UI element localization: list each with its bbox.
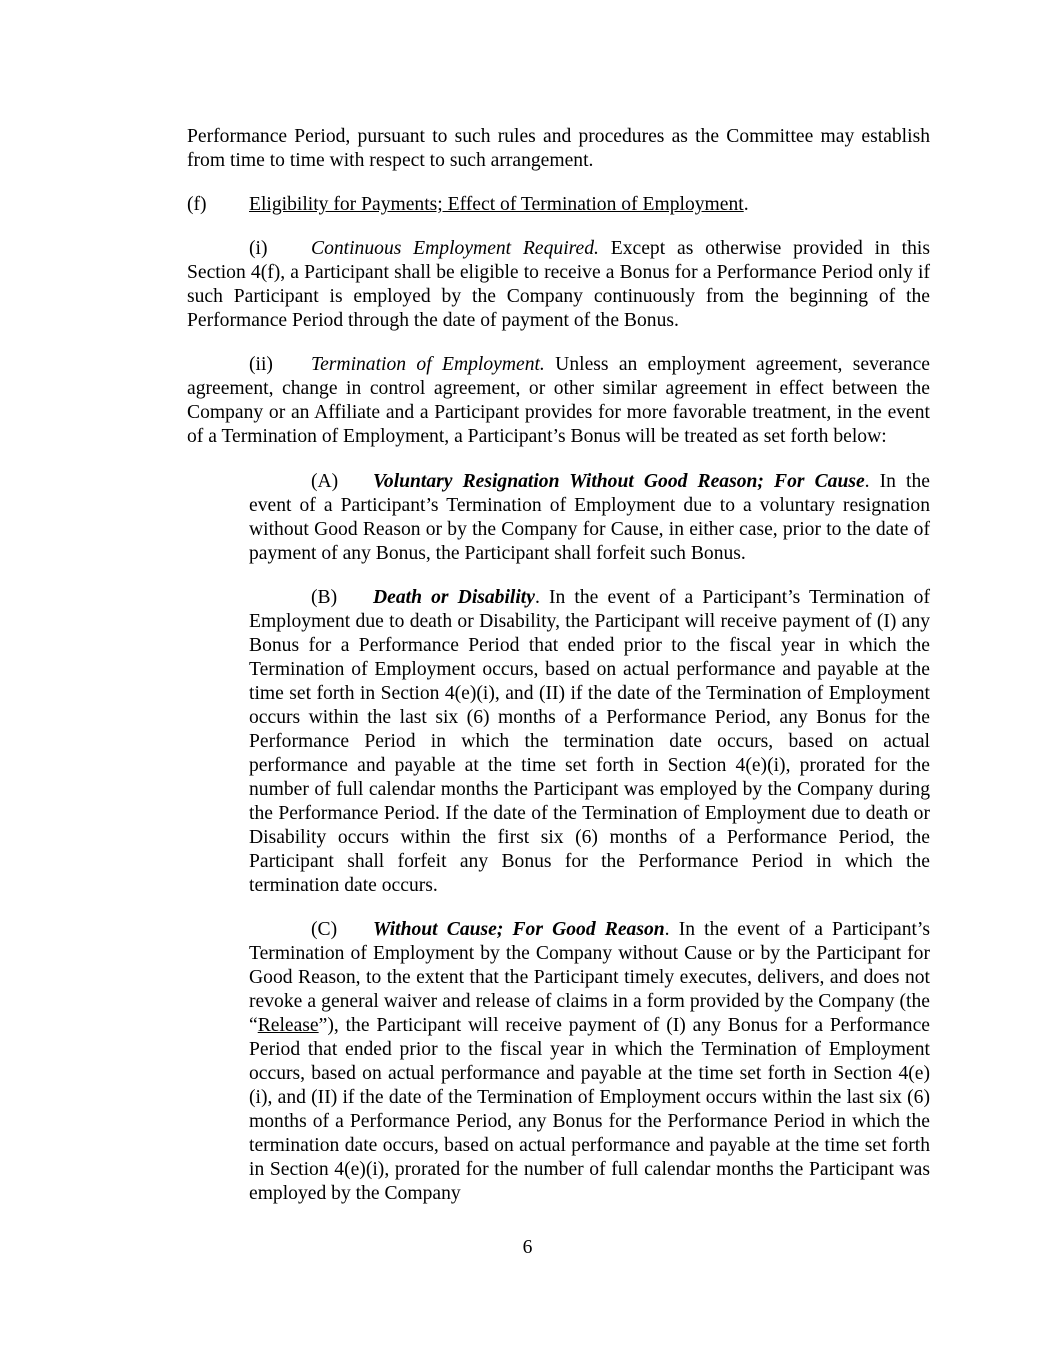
item-ii-number: (ii) xyxy=(249,354,273,375)
item-b-paragraph xyxy=(249,586,930,898)
section-f-title-end: . xyxy=(743,194,749,215)
item-ii-title: Termination of Employment. xyxy=(311,354,545,375)
item-a-title: Voluntary Resignation Without Good Reason; For Cause xyxy=(373,471,865,492)
item-ii-body: Unless an employment agreement, severance agreement, change in control agreement, or other similar agreement in effect between the Company or an Affiliate and a Participant provides for more favorable treatment, in the event of a Termination of Employment, a Participant’s Bonus will be treated as set forth below: xyxy=(187,354,930,447)
item-c-title: Without Cause; For Good Reason xyxy=(373,919,665,940)
item-b-body: . In the event of a Participant’s Termination of Employment due to death or Disability, the Participant will receive payment of (I) any Bonus for a Performance Period that ended prior to the fiscal year in which the Termination of Employment occurs, based on actual performance and payable at the time set forth in Section 4(e)(i), and (II) if the date of the Termination of Employment occurs within the last six (6) months of a Performance Period, any Bonus for the Performance Period in which the termination date occurs, based on actual performance and payable at the time set forth in Section 4(e)(i), prorated for the number of full calendar months the Participant was employed by the Company during the Performance Period. If the date of the Termination of Employment due to death or Disability occurs within the first six (6) months of a Performance Period, the Participant shall forfeit any Bonus for the Performance Period in which the termination date occurs. xyxy=(249,587,930,896)
item-i-number: (i) xyxy=(249,238,268,259)
item-i-title: Continuous Employment Required. xyxy=(311,238,599,259)
item-a-number: (A) xyxy=(311,471,339,492)
item-b-title: Death or Disability xyxy=(373,587,535,608)
item-c-body-after: ”), the Participant will receive payment of (I) any Bonus for a Performance Period that ended prior to the fiscal year in which the Termination of Employment occurs, based on actual performance and payable at the time set forth in Section 4(e)(i), and (II) if the date of the Termination of Employment occurs within the last six (6) months of a Performance Period, any Bonus for the Performance Period in which the termination date occurs, based on actual performance and payable at the time set forth in Section 4(e)(i), prorated for the number of full calendar months the Participant was employed by the Company xyxy=(249,1015,930,1204)
item-b-number: (B) xyxy=(311,587,338,608)
item-c-paragraph xyxy=(249,918,930,1206)
item-i-paragraph xyxy=(187,237,930,333)
intro-paragraph: Performance Period, pursuant to such rules and procedures as the Committee may establish from time to time with respect to such arrangement. xyxy=(187,126,930,171)
section-f-number: (f) xyxy=(187,194,207,215)
item-a-body: . In the event of a Participant’s Termination of Employment due to a voluntary resignation without Good Reason or by the Company for Cause, in either case, prior to the date of payment of any Bonus, the Participant shall forfeit such Bonus. xyxy=(249,471,930,564)
release-defined-term: Release xyxy=(257,1015,319,1036)
item-c-body-before: . In the event of a Participant’s Termination of Employment by the Company without Cause or by the Participant for Good Reason, to the extent that the Participant timely executes, delivers, and does not revoke a general waiver and release of claims in a form provided by the Company (the “ xyxy=(249,919,931,1036)
item-c-number: (C) xyxy=(311,919,338,940)
page-number: 6 xyxy=(522,1237,533,1258)
section-f-heading xyxy=(187,193,930,217)
item-ii-paragraph xyxy=(187,353,930,449)
item-i-body: Except as otherwise provided in this Section 4(f), a Participant shall be eligible to receive a Bonus for a Performance Period only if such Participant is employed by the Company continuously from the beginning of the Performance Period through the date of payment of the Bonus. xyxy=(187,238,930,331)
item-a-paragraph xyxy=(249,470,930,566)
section-f-title: Eligibility for Payments; Effect of Termination of Employment xyxy=(249,194,744,215)
document-page xyxy=(187,125,930,1206)
